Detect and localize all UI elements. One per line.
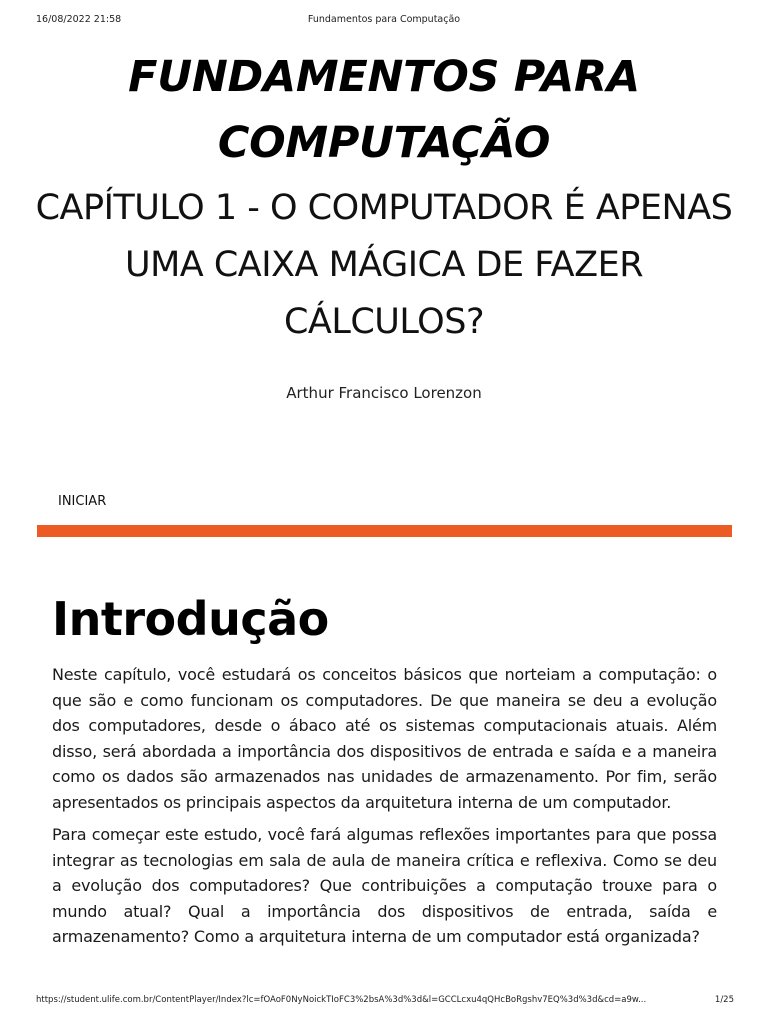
start-button[interactable]: INICIAR — [58, 494, 107, 509]
chapter-title: CAPÍTULO 1 - O COMPUTADOR É APENAS UMA CAIXA MÁGICA DE FAZER CÁLCULOS? — [35, 188, 733, 342]
main-title: FUNDAMENTOS PARA COMPUTAÇÃO — [128, 52, 640, 168]
print-url: https://student.ulife.com.br/ContentPlayer/Index?lc=fOAoF0NyNoickTIoFC3%2bsA%3d%3d&l=GCCLcxu4qQHcBoRgshv7EQ%3d%3d&cd=a9w... — [36, 995, 647, 1005]
paragraph: Para começar este estudo, você fará algumas reflexões importantes para que possa integrar as tecnologias em sala de aula de maneira crítica e reflexiva. Como se deu a evolução dos computadores? Que contribuições a computação trouxe para o mundo atual? Qual a importância dos dispositivos de entrada, saída e armazenamento? Como a arquitetura interna de um computador está organizada? — [52, 825, 717, 946]
print-page-title: Fundamentos para Computação — [307, 14, 461, 25]
section-title: Introdução — [52, 592, 329, 646]
progress-bar — [37, 525, 732, 537]
progress-fill — [37, 525, 732, 537]
page-number: 1/25 — [714, 995, 734, 1005]
author-name: Arthur Francisco Lorenzon — [286, 384, 482, 402]
print-datetime: 16/08/2022 21:58 — [36, 14, 122, 25]
print-footer — [0, 995, 768, 1009]
paragraph: Neste capítulo, você estudará os conceitos básicos que norteiam a computação: o que são e como funcionam os computadores. De que maneira se deu a evolução dos computadores, desde o ábaco até os sistemas computacionais atuais. Além disso, será abordada a importância dos dispositivos de entrada e saída e a maneira como os dados são armazenados nas unidades de armazenamento. Por fim, serão apresentados os principais aspectos da arquitetura interna de um computador. — [52, 665, 717, 812]
print-header — [0, 14, 768, 28]
